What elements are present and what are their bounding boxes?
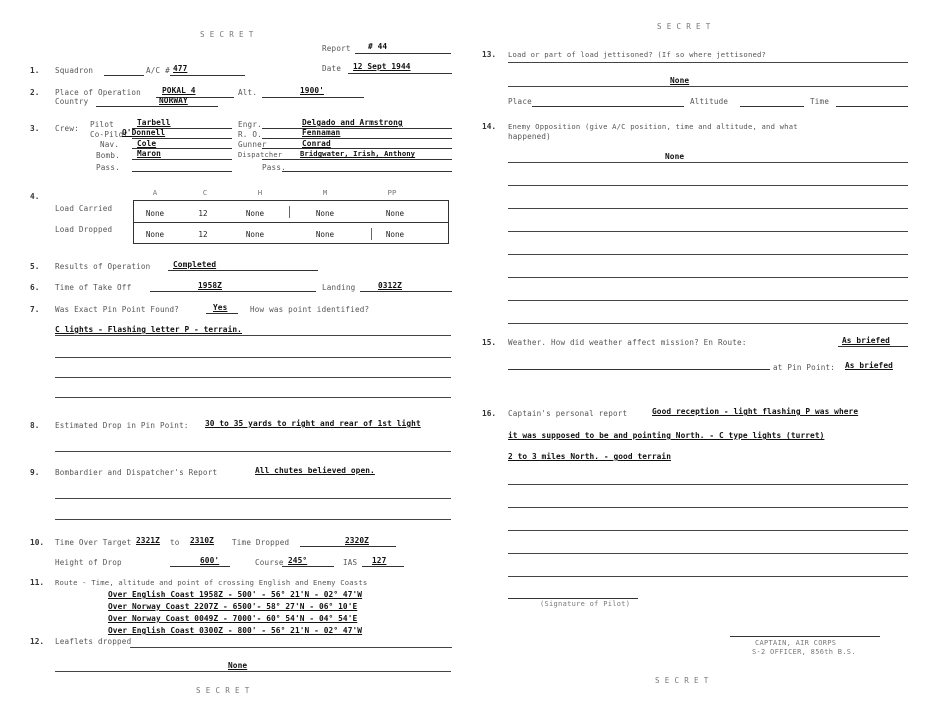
found-label: Was Exact Pin Point Found?	[55, 305, 180, 314]
drop-cell: None	[385, 230, 405, 239]
load-dropped-label: Load Dropped	[55, 225, 113, 234]
ac-value: 477	[173, 64, 188, 73]
time-dropped-label: Time Dropped	[232, 538, 290, 547]
country-value: NORWAY	[159, 96, 188, 105]
route-line: Over English Coast 0300Z - 800' - 56° 21'N - 02° 47'W	[108, 626, 363, 635]
nav-label: Nav.	[100, 140, 120, 149]
result-label: Results of Operation	[55, 262, 151, 271]
found-value: Yes	[213, 303, 228, 312]
jettison-time-label: Time	[810, 97, 830, 106]
item-number: 14.	[482, 122, 497, 131]
load-cell: None	[385, 209, 405, 218]
jettison-label: Load or part of load jettisoned? (If so where jettisoned?	[508, 50, 767, 59]
gunner-name: Conrad	[302, 139, 331, 148]
ias-value: 127	[372, 556, 387, 565]
secret-footer-left: S E C R E T	[196, 686, 250, 695]
takeoff-label: Time of Take Off	[55, 283, 132, 292]
weather-enroute-value: As briefed	[842, 336, 890, 345]
drop-cell: 12	[198, 230, 208, 239]
result-value: Completed	[173, 260, 217, 269]
item-number: 13.	[482, 50, 497, 59]
load-cell: None	[145, 209, 165, 218]
secret-footer-right: S E C R E T	[655, 676, 709, 685]
pass-label: Pass.	[262, 163, 286, 172]
place-value: POKAL 4	[162, 86, 196, 95]
identify-label: How was point identified?	[250, 305, 370, 314]
route-line: Over Norway Coast 0049Z - 7000'- 60° 54'N - 04° 54'E	[108, 614, 358, 623]
height-label: Height of Drop	[55, 558, 122, 567]
eng-name: Delgado and Armstrong	[302, 118, 403, 127]
drop-header: H	[257, 188, 263, 197]
estimated-label: Estimated Drop in Pin Point:	[55, 421, 189, 430]
report-number: # 44	[368, 42, 388, 51]
pilot-label: Pilot	[90, 120, 114, 129]
captain-report-line-1: Good reception - light flashing P was where	[652, 407, 859, 416]
item-number: 4.	[30, 192, 40, 201]
captain-report-line-3: 2 to 3 miles North. - good terrain	[508, 452, 671, 461]
drop-header: C	[202, 188, 208, 197]
captain-report-label: Captain's personal report	[508, 409, 628, 418]
ro-label: R. O.	[238, 130, 262, 139]
secret-header-right: S E C R E T	[657, 22, 711, 31]
gunner-label: Gunner	[238, 140, 267, 149]
drop-header: A	[152, 188, 158, 197]
item-number: 10.	[30, 538, 45, 547]
eng-label: Engr.	[238, 120, 262, 129]
route-line: Over Norway Coast 2207Z - 6500'- 58° 27'N - 06° 10'E	[108, 602, 358, 611]
item-number: 16.	[482, 409, 497, 418]
item-number: 1.	[30, 66, 40, 75]
country-label: Country	[55, 97, 89, 106]
secret-header-left: S E C R E T	[200, 30, 254, 39]
route-label: Route - Time, altitude and point of crossing English and Enemy Coasts	[55, 578, 368, 587]
report-label: Report	[322, 44, 351, 53]
item-number: 8.	[30, 421, 40, 430]
officer-signature-line-2: S-2 OFFICER, 856th B.S.	[752, 648, 856, 656]
leaflets-value: None	[228, 661, 248, 670]
drop-header: M	[322, 188, 328, 197]
drop-cell: None	[145, 230, 165, 239]
item-number: 12.	[30, 637, 45, 646]
date-value: 12 Sept 1944	[353, 62, 411, 71]
date-label: Date	[322, 64, 342, 73]
height-value: 600'	[200, 556, 220, 565]
pilot-signature-caption: (Signature of Pilot)	[540, 600, 631, 608]
leaflets-label: Leaflets dropped	[55, 637, 132, 646]
ias-label: IAS	[343, 558, 358, 567]
captain-report-line-2: it was supposed to be and pointing North. - C type lights (turret)	[508, 431, 825, 440]
item-number: 11.	[30, 578, 45, 587]
place-label: Place of Operation	[55, 88, 141, 97]
route-line: Over English Coast 1958Z - 500' - 56° 21'N - 02° 47'W	[108, 590, 363, 599]
drop-cell: None	[245, 230, 265, 239]
landing-label: Landing	[322, 283, 356, 292]
weather-pinpoint-label: at Pin Point:	[773, 363, 836, 372]
pilot-name: Tarbell	[137, 118, 171, 127]
weather-label: Weather. How did weather affect mission? En Route:	[508, 338, 747, 347]
bomb-name: Maron	[137, 149, 161, 158]
drop-cell: None	[315, 230, 335, 239]
course-label: Course	[255, 558, 284, 567]
item-number: 6.	[30, 283, 40, 292]
bomb-label: Bomb.	[96, 151, 120, 160]
officer-signature-line-1: CAPTAIN, AIR CORPS	[755, 639, 837, 647]
weather-pinpoint-value: As briefed	[845, 361, 893, 370]
nav-name: Cole	[137, 139, 157, 148]
drop-header: PP	[387, 188, 397, 197]
takeoff-value: 1958Z	[198, 281, 222, 290]
course-value: 245°	[288, 556, 308, 565]
load-carried-label: Load Carried	[55, 204, 113, 213]
copilot-name: O'Donnell	[122, 128, 166, 137]
load-cell: 12	[198, 209, 208, 218]
target-from: 2321Z	[136, 536, 160, 545]
dispatcher-names: Bridgwater, Irish, Anthony	[300, 149, 416, 158]
alt-label: Alt.	[238, 88, 258, 97]
ro-name: Fennaman	[302, 128, 341, 137]
jettison-place-label: Place	[508, 97, 532, 106]
alt-value: 1900'	[300, 86, 324, 95]
load-cell: None	[315, 209, 335, 218]
jettison-altitude-label: Altitude	[690, 97, 729, 106]
item-number: 15.	[482, 338, 497, 347]
to-label: to	[170, 538, 180, 547]
item-number: 3.	[30, 124, 40, 133]
item-number: 9.	[30, 468, 40, 477]
time-dropped-value: 2320Z	[345, 536, 369, 545]
crew-label: Crew:	[55, 124, 79, 133]
copilot-label: Co-Pilot	[90, 130, 129, 139]
item-number: 2.	[30, 88, 40, 97]
enemy-opposition-label-2: happened)	[508, 132, 551, 141]
enemy-opposition-label: Enemy Opposition (give A/C position, time and altitude, and what	[508, 122, 798, 131]
identify-value: C lights - Flashing letter P - terrain.	[55, 325, 242, 334]
estimated-value: 30 to 35 yards to right and rear of 1st light	[205, 419, 421, 428]
item-number: 7.	[30, 305, 40, 314]
load-cell: None	[245, 209, 265, 218]
ac-label: A/C #	[146, 66, 170, 75]
enemy-opposition-value: None	[665, 152, 685, 161]
landing-value: 0312Z	[378, 281, 402, 290]
bombardier-report-label: Bombardier and Dispatcher's Report	[55, 468, 218, 477]
squadron-label: Squadron	[55, 66, 94, 75]
target-time-label: Time Over Target	[55, 538, 132, 547]
target-to: 2310Z	[190, 536, 214, 545]
dispatcher-label: Dispatcher	[238, 151, 283, 159]
jettison-value: None	[670, 76, 690, 85]
bombardier-report-value: All chutes believed open.	[255, 466, 375, 475]
item-number: 5.	[30, 262, 40, 271]
pass-label: Pass.	[96, 163, 120, 172]
